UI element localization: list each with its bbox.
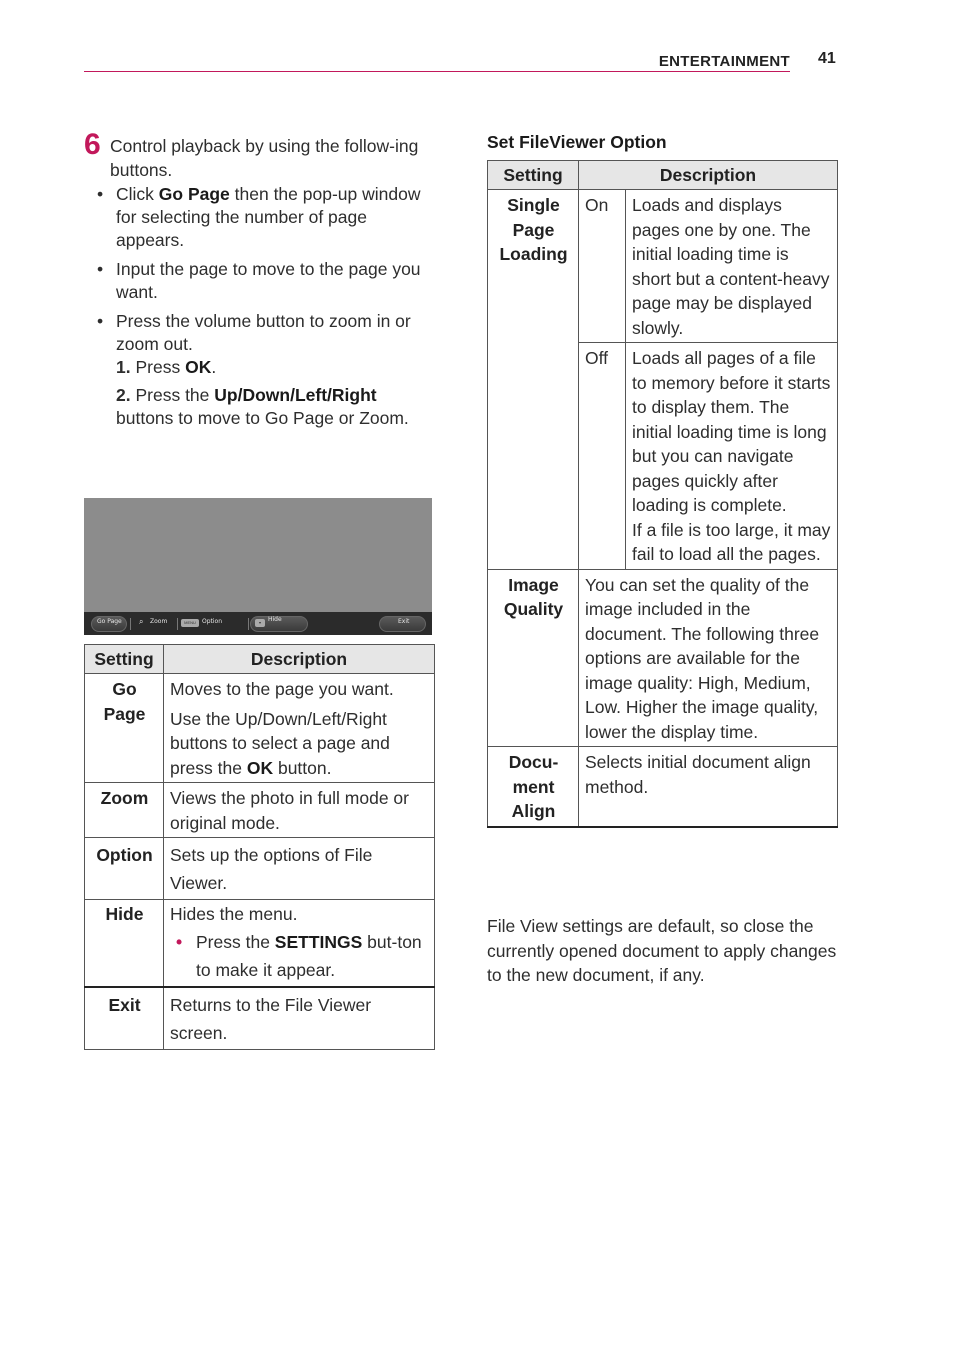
description-cell: Views the photo in full mode or original mode. xyxy=(164,783,435,838)
table-row xyxy=(488,190,838,343)
controls-table xyxy=(84,644,435,1050)
table-header-row xyxy=(488,161,838,190)
option-label[interactable]: Option xyxy=(202,618,223,625)
setting-cell: Image Quality xyxy=(488,569,579,747)
separator xyxy=(248,618,249,630)
section-title: ENTERTAINMENT xyxy=(658,53,790,70)
description-cell: You can set the quality of the image included in the document. The following three options are available for the image quality: High, Medium, Low. Higher the image quality, lower the display time. xyxy=(579,569,838,747)
col-header-description: Description xyxy=(164,645,435,674)
separator xyxy=(177,618,178,630)
description-cell: Returns to the File Viewer screen. xyxy=(164,987,435,1050)
list-item: • Press the volume button to zoom in or zoom out. 1. Press OK. 2. Press the Up/Down/Left/Right buttons to move to Go Page or Zoom. xyxy=(84,310,434,430)
description-cell: Sets up the options of File Viewer. xyxy=(164,838,435,900)
setting-cell: Exit xyxy=(85,987,164,1050)
description-cell: Hides the menu. • Press the SETTINGS but-ton to make it appear. xyxy=(164,900,435,987)
description-cell: Selects initial document align method. xyxy=(579,747,838,827)
exit-label: Exit xyxy=(398,618,410,625)
zoom-label[interactable]: Zoom xyxy=(150,618,168,625)
header-rule xyxy=(84,71,790,72)
setting-cell: Go Page xyxy=(85,674,164,783)
table-row xyxy=(488,747,838,827)
step-bullets xyxy=(84,183,434,430)
col-header-setting: Setting xyxy=(488,161,579,190)
go-page-label: Go Page xyxy=(97,618,122,625)
table-row xyxy=(85,674,435,783)
option-cell: On xyxy=(579,190,626,343)
table-header-row xyxy=(85,645,435,674)
hide-label: Hide xyxy=(268,616,282,623)
tv-screen xyxy=(84,498,432,635)
left-column xyxy=(84,128,434,436)
list-item: • Click Go Page then the pop-up window for selecting the number of page appears. xyxy=(97,184,421,250)
search-icon: ⌕ xyxy=(139,617,144,626)
step-text: Control playback by using the follow-ing buttons. xyxy=(110,136,419,180)
col-header-setting: Setting xyxy=(85,645,164,674)
step-6 xyxy=(84,128,434,182)
hide-key-icon: ▾ xyxy=(255,619,265,627)
list-item: • Input the page to move to the page you want. xyxy=(97,259,421,302)
footnote: File View settings are default, so close the currently opened document to apply changes to the new document, if any. xyxy=(487,916,837,985)
sub-step-2: 2. Press the Up/Down/Left/Right buttons to move to Go Page or Zoom. xyxy=(116,385,409,428)
section-heading: Set FileViewer Option xyxy=(487,132,667,152)
option-cell: Off xyxy=(579,343,626,570)
setting-cell: Zoom xyxy=(85,783,164,838)
list-item: • Press the SETTINGS but-ton to make it appear. xyxy=(176,931,422,980)
setting-cell: Hide xyxy=(85,900,164,987)
sub-step-1: 1. Press OK. xyxy=(116,357,217,377)
setting-cell: Docu-ment Align xyxy=(488,747,579,827)
table-row xyxy=(85,900,435,987)
table-row xyxy=(85,783,435,838)
setting-cell: Single Page Loading xyxy=(488,190,579,570)
description-cell: Loads all pages of a file to memory before it starts to display them. The initial loading time is long but you can navigate pages quickly after loading is complete. If a file is too large, it may fail to load all the pages. xyxy=(626,343,838,570)
table-row xyxy=(488,569,838,747)
step-number: 6 xyxy=(84,128,101,161)
page-number: 41 xyxy=(818,50,836,67)
menu-key-icon: MENU xyxy=(181,619,199,627)
table-row xyxy=(85,838,435,900)
description-cell: Loads and displays pages one by one. The initial loading time is short but a content-heavy page may be displayed slowly. xyxy=(626,190,838,343)
table-row xyxy=(85,987,435,1050)
control-bar xyxy=(84,612,432,635)
col-header-description: Description xyxy=(579,161,838,190)
fileviewer-option-table xyxy=(487,160,838,828)
separator xyxy=(130,618,131,630)
setting-cell: Option xyxy=(85,838,164,900)
description-cell: Moves to the page you want. Use the Up/Down/Left/Right buttons to select a page and press the OK button. xyxy=(164,674,435,783)
